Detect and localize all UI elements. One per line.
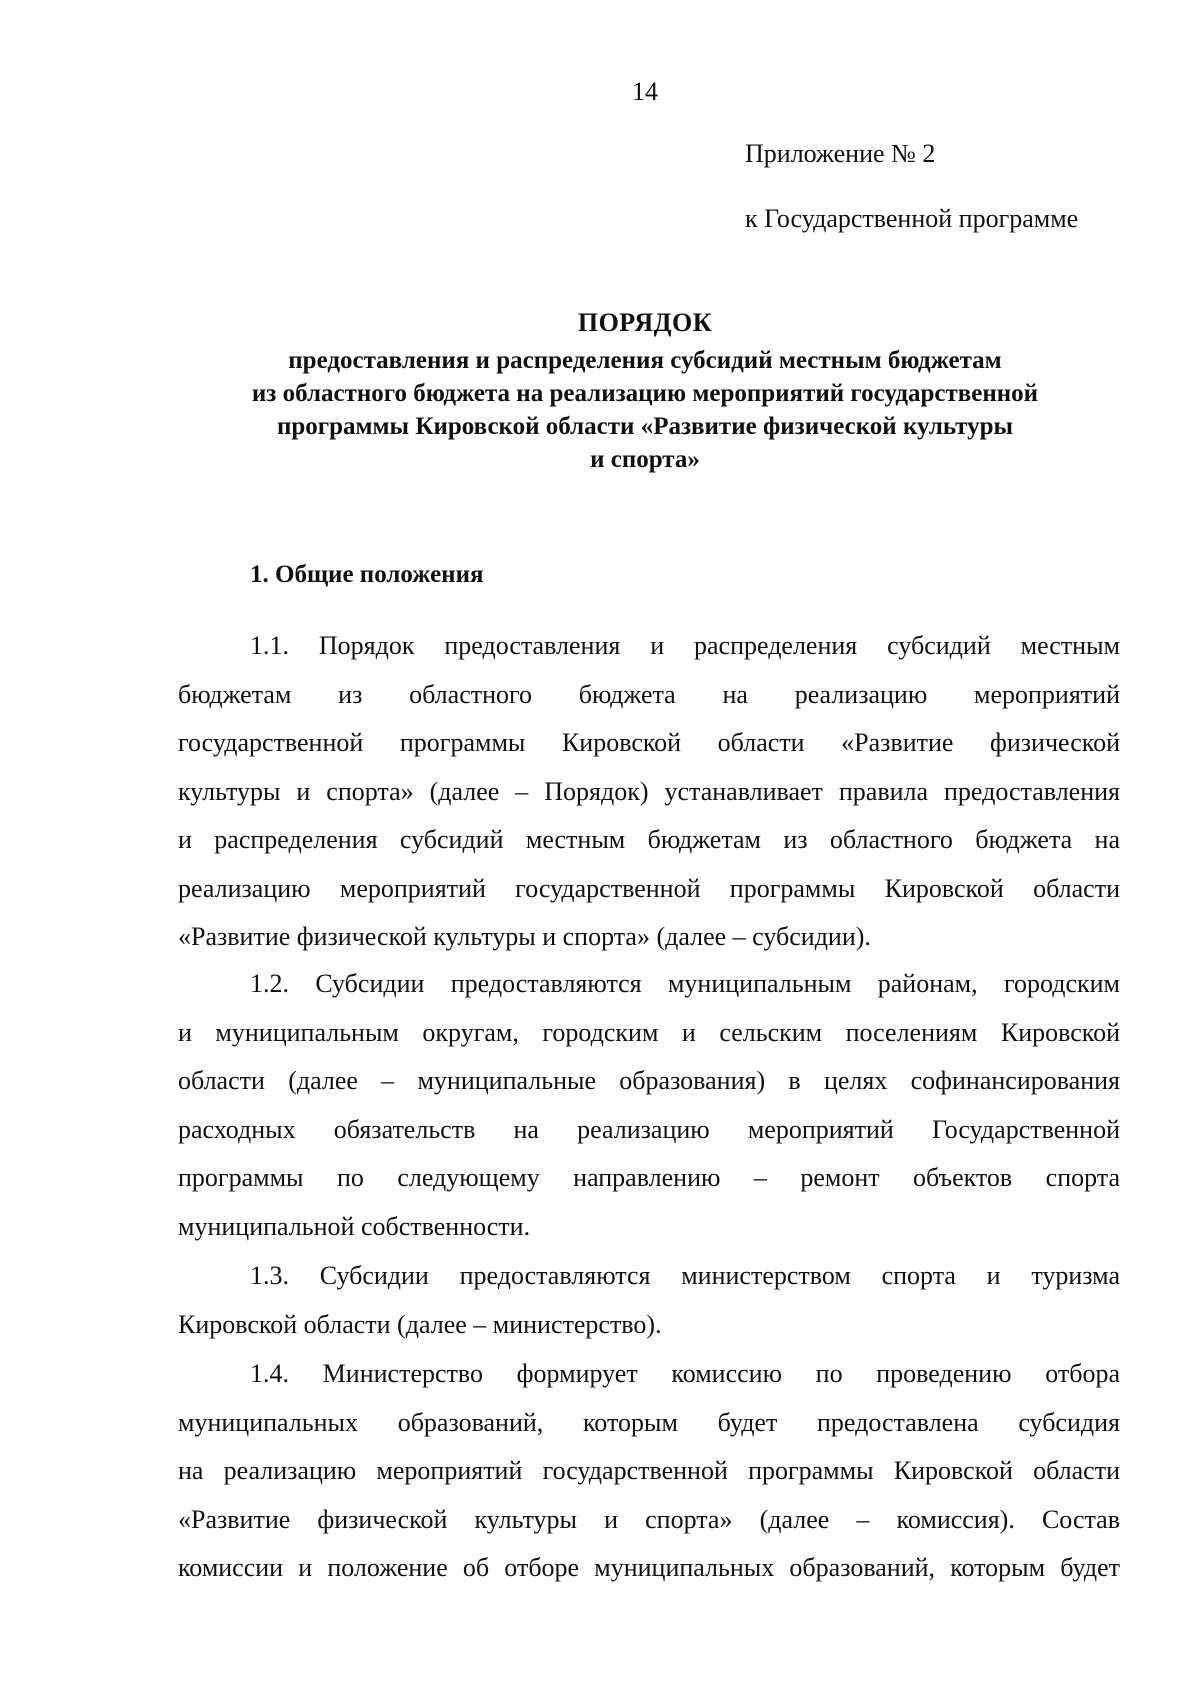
subtitle-line: из областного бюджета на реализацию мероприятий государственной xyxy=(251,380,1039,407)
paragraph-1-4 xyxy=(178,1350,1120,1593)
paragraph-line: 1.4. Министерство формирует комиссию по проведению отбора xyxy=(250,1359,1120,1388)
paragraph-line: 1.2. Субсидии предоставляются муниципальным районам, городским xyxy=(250,969,1120,998)
page-number: 14 xyxy=(632,77,658,106)
appendix-reference: к Государственной программе xyxy=(745,204,1079,233)
paragraph-line: «Развитие физической культуры и спорта» (далее – комиссия). Состав xyxy=(178,1504,1120,1534)
paragraph-line: бюджетам из областного бюджета на реализацию мероприятий xyxy=(178,679,1120,709)
document-subtitle xyxy=(180,344,1110,476)
subtitle-line: и спорта» xyxy=(590,446,700,473)
paragraph-line: комиссии и положение об отборе муниципальных образований, которым будет xyxy=(178,1553,1120,1582)
paragraph-line: и распределения субсидий местным бюджетам из областного бюджета на xyxy=(178,825,1120,854)
paragraph-1-3 xyxy=(178,1252,1120,1349)
paragraph-line: 1.3. Субсидии предоставляются министерством спорта и туризма xyxy=(250,1261,1120,1290)
document-title: ПОРЯДОК xyxy=(577,308,713,337)
paragraph-line: области (далее – муниципальные образования) в целях софинансирования xyxy=(178,1066,1120,1095)
subtitle-line: программы Кировской области «Развитие физической культуры xyxy=(276,413,1014,440)
paragraph-line: расходных обязательств на реализацию мероприятий Государственной xyxy=(178,1114,1120,1144)
paragraph-line: «Развитие физической культуры и спорта» (далее – субсидии). xyxy=(178,922,871,951)
paragraph-line: муниципальных образований, которым будет предоставлена субсидия xyxy=(178,1407,1120,1437)
paragraph-line: реализацию мероприятий государственной программы Кировской области xyxy=(178,873,1120,903)
subtitle-line: предоставления и распределения субсидий местным бюджетам xyxy=(288,347,1002,374)
paragraph-line: государственной программы Кировской области «Развитие физической xyxy=(178,728,1120,757)
paragraph-1-2 xyxy=(178,960,1120,1251)
paragraph-line: и муниципальным округам, городским и сельским поселениям Кировской xyxy=(178,1017,1120,1047)
appendix-label: Приложение № 2 xyxy=(745,139,936,168)
paragraph-line: культуры и спорта» (далее – Порядок) устанавливает правила предоставления xyxy=(178,776,1120,806)
paragraph-line: программы по следующему направлению – ремонт объектов спорта xyxy=(178,1163,1120,1192)
paragraph-line: муниципальной собственности. xyxy=(178,1211,531,1241)
paragraph-1-1 xyxy=(178,622,1120,962)
paragraph-line: 1.1. Порядок предоставления и распределения субсидий местным xyxy=(250,631,1120,660)
paragraph-line: Кировской области (далее – министерство). xyxy=(178,1309,662,1339)
paragraph-line: на реализацию мероприятий государственной программы Кировской области xyxy=(178,1456,1120,1485)
section-heading: 1. Общие положения xyxy=(250,561,484,588)
